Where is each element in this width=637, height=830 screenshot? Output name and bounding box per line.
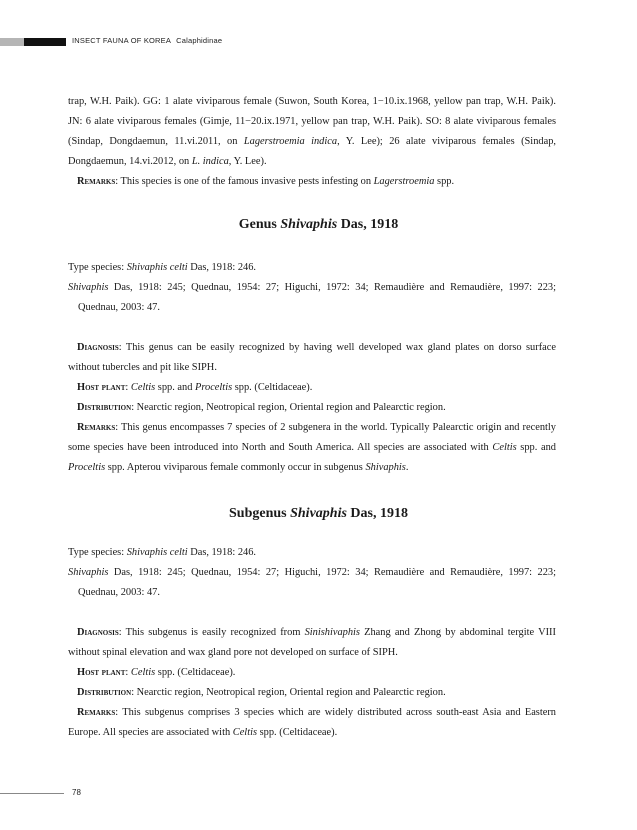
diagnosis-label: Diagnosis <box>77 627 119 638</box>
genus-block <box>68 258 556 478</box>
remarks-label: Remarks <box>77 422 116 433</box>
remarks-label: Remarks <box>77 176 116 187</box>
distribution-label: Distribution <box>77 402 132 413</box>
subgenus-distribution: Distribution: Nearctic region, Neotropical region, Oriental region and Palearctic region. <box>77 687 446 698</box>
remarks-paragraph: Remarks: This species is one of the famous invasive pests infesting on Lagerstroemia spp. <box>77 176 455 187</box>
subgenus-block <box>68 543 556 743</box>
intro-block <box>68 92 556 192</box>
genus-synonymy: Shivaphis Das, 1918: 245; Quednau, 1954: 27; Higuchi, 1972: 34; Remaudière and Remaudière, 1997: 223; Quednau, 2003: 47. <box>68 282 556 313</box>
subgenus-host-plant: Host plant: Celtis spp. (Celtidaceae). <box>77 667 236 678</box>
host-plant-label: Host plant <box>77 667 126 678</box>
material-examined-paragraph: trap, W.H. Paik). GG: 1 alate viviparous female (Suwon, South Korea, 1−10.ix.1968, yellow pan trap, W.H. Paik). JN: 6 alate viviparous females (Gimje, 11−20.ix.1971, yellow pan trap, W.H. Paik). SO: 8 alate viviparous females (Sindap, Dongdaemun, 11.vi.2011, on Lagerstroemia indica, Y. Lee); 26 alate viviparous females (Sindap, Dongdaemun, 14.vi.2012, on L. indica, Y. Lee). <box>68 96 556 167</box>
subgenus-synonymy: Shivaphis Das, 1918: 245; Quednau, 1954: 27; Higuchi, 1972: 34; Remaudière and Remaudière, 1997: 223; Quednau, 2003: 47. <box>68 567 556 598</box>
genus-type-species: Type species: Shivaphis celti Das, 1918: 246. <box>68 262 257 273</box>
running-header-title: INSECT FAUNA OF KOREA <box>72 36 172 45</box>
header-bar-light <box>0 38 24 46</box>
page-number: 78 <box>72 788 81 797</box>
subgenus-diagnosis: Diagnosis: This subgenus is easily recognized from Sinishivaphis Zhang and Zhong by abdominal tergite VIII without spinal elevation and wax gland pore not developed on surface of SIPH. <box>68 627 556 658</box>
genus-diagnosis: Diagnosis: This genus can be easily recognized by having well developed wax gland plates on dorso surface without tubercles and pit like SIPH. <box>68 342 556 373</box>
host-plant-label: Host plant <box>77 382 126 393</box>
genus-distribution: Distribution: Nearctic region, Neotropical region, Oriental region and Palearctic region. <box>77 402 446 413</box>
header-bar-dark <box>24 38 66 46</box>
running-header-subtitle: Calaphidinae <box>176 36 223 45</box>
genus-remarks: Remarks: This genus encompasses 7 species of 2 subgenera in the world. Typically Palearctic origin and recently some species have been introduced into North and South America. All species are associated with Celtis spp. and Proceltis spp. Apterou viviparous female commonly occur in subgenus Shivaphis. <box>68 422 556 473</box>
subgenus-type-species: Type species: Shivaphis celti Das, 1918: 246. <box>68 547 257 558</box>
diagnosis-label: Diagnosis <box>77 342 119 353</box>
genus-heading: Genus Shivaphis Das, 1918 <box>238 217 399 232</box>
distribution-label: Distribution <box>77 687 132 698</box>
subgenus-remarks: Remarks: This subgenus comprises 3 species which are widely distributed across south-east Asia and Eastern Europe. All species are associated with Celtis spp. (Celtidaceae). <box>68 707 556 738</box>
running-header <box>72 36 222 45</box>
subgenus-heading: Subgenus Shivaphis Das, 1918 <box>229 506 408 521</box>
genus-host-plant: Host plant: Celtis spp. and Proceltis spp. (Celtidaceae). <box>77 382 313 393</box>
remarks-label: Remarks <box>77 707 116 718</box>
footer-rule <box>0 793 64 794</box>
